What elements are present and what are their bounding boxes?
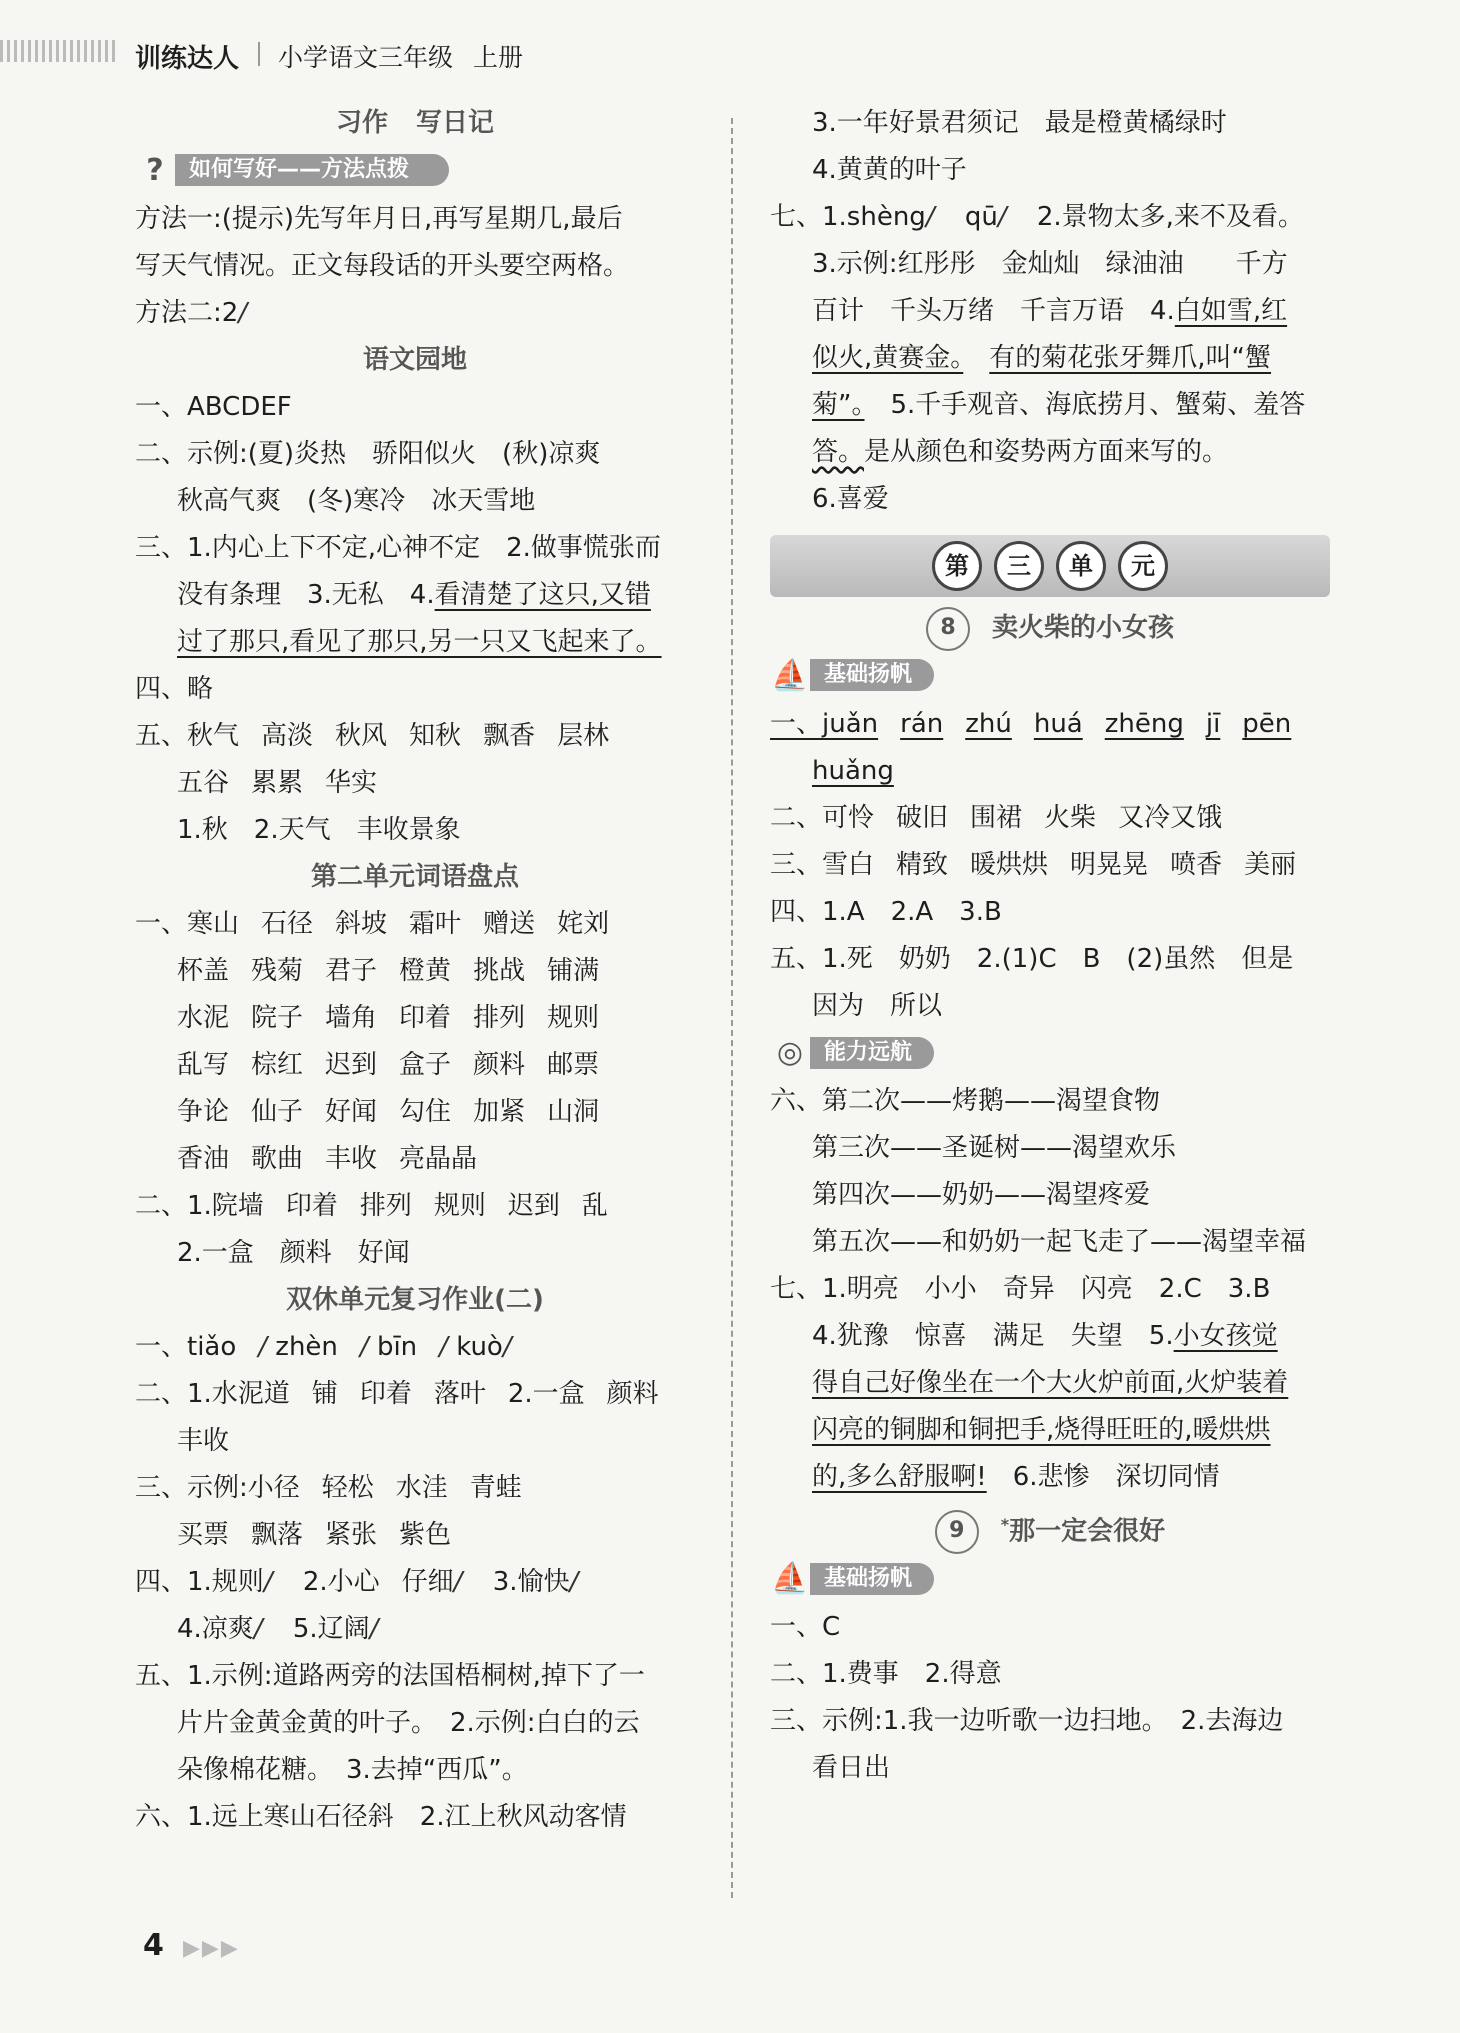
answer-line: 三、示例:1.我一边听歌一边扫地。 2.去海边 [770,1706,1284,1737]
answer-line: 买票 飘落 紧张 紫色 [177,1519,452,1550]
answer-line: 1.秋 2.天气 丰收景象 [177,814,461,845]
answer-line: 第五次——和奶奶一起飞走了——渴望幸福 [812,1227,1307,1257]
answer-line: 没有条理 3.无私 4.看清楚了这只,又错 [177,579,651,610]
answer-line: 四、1.规则/ 2.小心 仔细/ 3.愉快/ [135,1566,579,1597]
answer-line: 一、tiǎo / zhèn / bīn / kuò/ [135,1331,512,1362]
answer-line: 二、1.费事 2.得意 [770,1659,1002,1690]
answer-line: 六、第二次——烤鹅——渴望食物 [770,1086,1161,1116]
method-tag [135,153,449,187]
underlined-answer: 菊”。 [812,390,865,420]
underlined-answer: 看清楚了这只,又错 [434,579,651,610]
sail-icon: ⛵ [771,1561,809,1597]
answer-line [770,1360,1330,1407]
word-row: 一、寒山 石径 斜坡 霜叶 赠送 姹刘 [135,908,610,939]
answer-line: 4.犹豫 惊喜 满足 失望 5.小女孩觉 [812,1321,1278,1351]
lesson-title-9: 9 *那一定会很好 [770,1501,1330,1556]
answer-line: 4.凉爽/ 5.辽阔/ [177,1613,379,1644]
word-row: 香油 歌曲 丰收 亮晶晶 [177,1143,478,1174]
tag-basic-label: 基础扬帆 [810,1563,934,1595]
method-tag-label: 如何写好——方法点拨 [175,154,449,186]
answer-line: 二、示例:(夏)炎热 骄阳似火 (秋)凉爽 [135,438,601,469]
unit-char: 第 [932,541,982,591]
answer-line: huǎng [812,755,894,786]
header-subject-text: 小学语文三年级 [278,43,454,72]
underlined-answer: 过了那只,看见了那只,另一只又飞起来了。 [177,626,662,657]
header-volume: 上册 [473,43,524,72]
answer-line: 方法二:2/ [135,297,248,328]
answer-line: 三、雪白 精致 暖烘烘 明晃晃 喷香 美丽 [770,849,1297,880]
unit-char: 三 [994,541,1044,591]
lesson-number: 9 [935,1510,979,1554]
word-row: 杯盖 残菊 君子 橙黄 挑战 铺满 [177,955,600,986]
answer-line: 六、1.远上寒山石径斜 2.江上秋风动客情 [135,1801,627,1832]
section-title-writing: 习作 写日记 [335,108,495,138]
answer-line: 四、略 [135,673,214,704]
underlined-answer: 有的菊花张牙舞爪,叫“蟹 [989,343,1272,373]
underlined-answer: 似火,黄赛金。 [812,343,964,373]
lesson-number: 8 [926,607,970,651]
answer-line [135,619,695,666]
answer-line: 的,多么舒服啊! 6.悲惨 深切同情 [812,1462,1220,1492]
answer-line: 四、1.A 2.A 3.B [770,896,1002,927]
answer-line: 秋高气爽 (冬)寒冷 冰天雪地 [177,485,536,516]
word-row: 争论 仙子 好闻 勾住 加紧 山洞 [177,1096,600,1127]
answer-line: 片片金黄金黄的叶子。 2.示例:白白的云 [177,1707,640,1738]
answer-line: 七、1.shèng/ qū/ 2.景物太多,来不及看。 [770,202,1304,232]
underlined-answer: 闪亮的铜脚和铜把手,烧得旺旺的,暖烘烘 [812,1415,1271,1445]
answer-line: 七、1.明亮 小小 奇异 闪亮 2.C 3.B [770,1274,1271,1304]
left-column [135,100,695,1841]
answer-line: 二、1.水泥道 铺 印着 落叶 2.一盒 颜料 [135,1378,659,1409]
underlined-answer: 白如雪,红 [1174,296,1288,326]
answer-line [770,1407,1330,1454]
tag-basic [770,1562,934,1596]
answer-line: 看日出 [812,1753,891,1784]
answer-line: 2.一盒 颜料 好闻 [177,1237,410,1268]
answer-line: 菊”。 5.千手观音、海底捞月、蟹菊、羞答 [812,390,1306,420]
answer-line: 朵像棉花糖。 3.去掉“西瓜”。 [177,1754,528,1785]
answer-line: 第四次——奶奶——渴望疼爱 [812,1180,1151,1210]
answer-line: 因为 所以 [812,990,943,1021]
answer-line: 3.示例:红彤彤 金灿灿 绿油油 千方 [812,249,1288,279]
tag-ability [770,1036,934,1070]
answer-line: 五、1.死 奶奶 2.(1)C B (2)虽然 但是 [770,943,1294,974]
answer-line: 五谷 累累 华实 [177,767,378,798]
sail-icon: ⛵ [771,657,809,693]
answer-line: 五、1.示例:道路两旁的法国梧桐树,掉下了一 [135,1660,645,1691]
answer-line: 二、1.院墙 印着 排列 规则 迟到 乱 [135,1190,608,1221]
answer-line: 第三次——圣诞树——渴望欢乐 [812,1133,1177,1163]
header-subject [278,38,523,74]
tag-basic-label: 基础扬帆 [810,659,934,691]
unit-char: 单 [1056,541,1106,591]
answer-line: 一、ABCDEF [135,391,292,422]
answer-line: 一、juǎn rán zhú huá zhēng jī pēn [770,708,1292,739]
answer-line: 6.喜爱 [812,484,889,514]
answer-line: 二、可怜 破旧 围裙 火柴 又冷又饿 [770,802,1223,833]
answer-line: 一、C [770,1612,841,1643]
check-mark-icon: / [238,297,248,328]
tag-basic [770,658,934,692]
header-stripe [0,40,118,62]
word-row: 乱写 棕红 迟到 盒子 颜料 邮票 [177,1049,600,1080]
wavy-underlined-answer: 答。 [812,437,865,467]
header-brand: 训练达人 [135,44,240,74]
page-number: 4 [143,1928,164,1963]
answer-line: 4.黄黄的叶子 [812,155,967,185]
underlined-answer: 得自己好像坐在一个大火炉前面,火炉装着 [812,1368,1289,1398]
section-title-word-review: 第二单元词语盘点 [310,861,519,892]
answer-line: 方法一:(提示)先写年月日,再写星期几,最后 [135,203,623,234]
underlined-answer: 的,多么舒服啊! [812,1462,987,1492]
target-icon: ◎ [776,1035,804,1070]
header-divider [258,42,260,66]
lesson-title-8: 8 卖火柴的小女孩 [770,605,1330,652]
answer-line: 3.一年好景君须记 最是橙黄橘绿时 [812,108,1227,138]
unit-banner [770,535,1330,597]
answer-line: 百计 千头万绪 千言万语 4.白如雪,红 [812,296,1288,326]
column-divider [731,118,733,1898]
right-column [770,100,1330,1792]
question-icon: ? [146,152,164,188]
word-row: 水泥 院子 墙角 印着 排列 规则 [177,1002,600,1033]
unit-char: 元 [1118,541,1168,591]
answer-line: 丰收 [177,1425,230,1456]
underlined-answer: 小女孩觉 [1173,1321,1278,1351]
tag-ability-label: 能力远航 [810,1037,934,1069]
answer-line [770,335,1330,382]
section-title-weekend-review: 双休单元复习作业(二) [286,1284,544,1315]
answer-line: 三、1.内心上下不定,心神不定 2.做事慌张而 [135,532,661,563]
section-title-garden: 语文园地 [362,344,467,375]
answer-line: 五、秋气 高淡 秋风 知秋 飘香 层林 [135,720,610,751]
answer-line: 三、示例:小径 轻松 水洼 青蛙 [135,1472,522,1503]
answer-line: 答。是从颜色和姿势两方面来写的。 [812,437,1229,467]
page-arrows-icon: ▶▶▶ [183,1936,240,1961]
answer-line: 写天气情况。正文每段话的开头要空两格。 [135,250,630,281]
